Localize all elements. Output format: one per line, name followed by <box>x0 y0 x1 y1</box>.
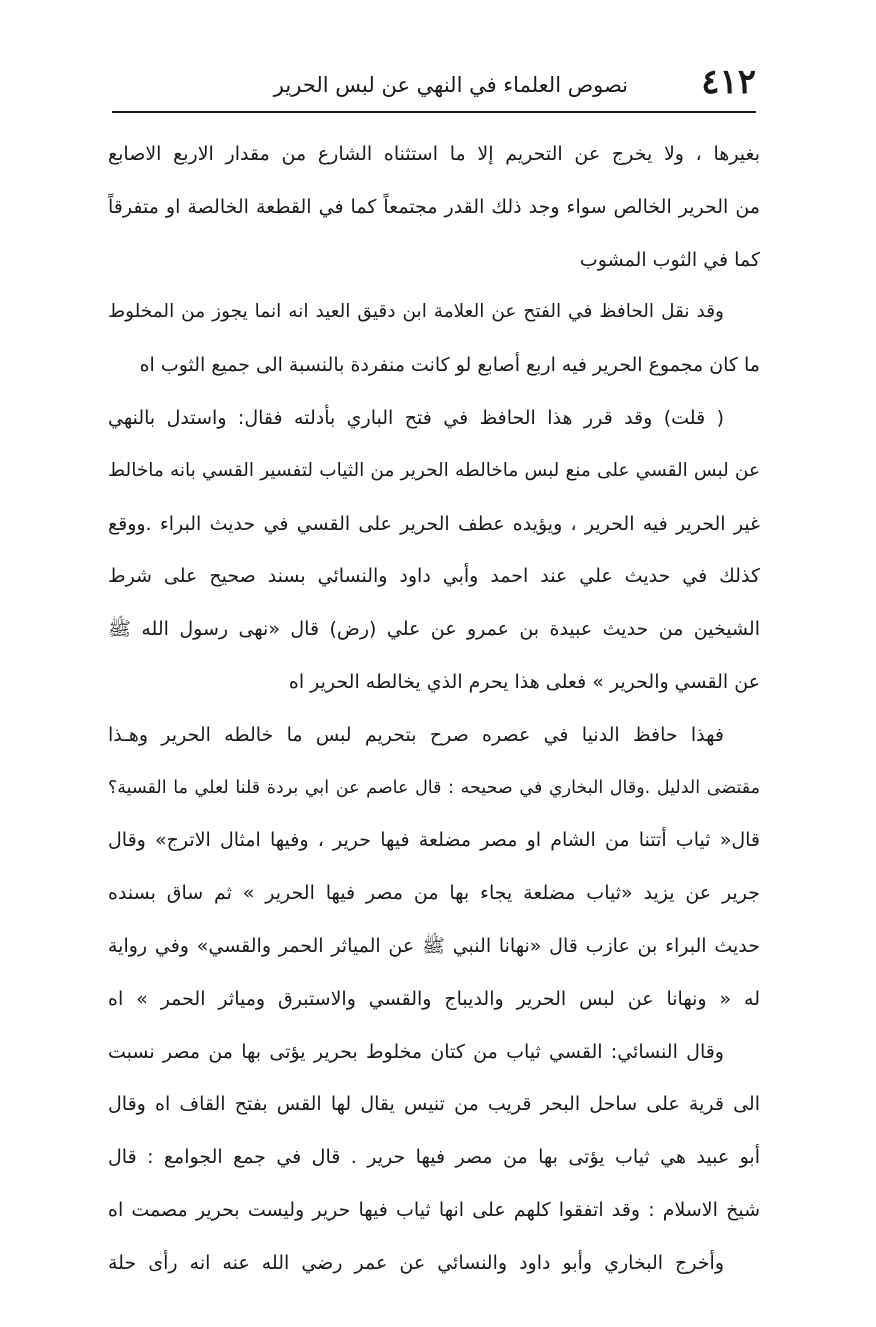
text-line: الشيخين من حديث عبيدة بن عمرو عن علي (رض) قال «نهى رسول الله ﷺ <box>108 618 760 641</box>
text-line: عن لبس القسي على منع لبس ماخالطه الحرير من الثياب لتفسير القسي بانه ماخالط <box>108 459 760 481</box>
page-number: ٤١٢ <box>701 62 756 102</box>
text-line: فهذا حافظ الدنيا في عصره صرح بتحريم لبس ما خالطه الحرير وهـذا <box>108 723 724 746</box>
text-line: وقال النسائي: القسي ثياب من كتان مخلوط بحرير يؤتى بها من مصر نسبت <box>108 1040 724 1063</box>
text-line: له « ونهانا عن لبس الحرير والديباج والقسي والاستبرق ومياثر الحمر » اه <box>108 987 760 1010</box>
header-divider <box>112 111 756 113</box>
text-line: من الحرير الخالص سواء وجد ذلك القدر مجتمعاً كما في القطعة الخالصة او متفرقاً <box>108 195 760 218</box>
text-line: وأخرج البخاري وأبو داود والنسائي عن عمر رضي الله عنه انه رأى حلة <box>108 1251 724 1274</box>
text-line: ما كان مجموع الحرير فيه اربع أصابع لو كانت منفردة بالنسبة الى جميع الثوب اه <box>139 354 760 377</box>
text-line: كما في الثوب المشوب <box>579 248 760 271</box>
text-line: قال« ثياب أتتنا من الشام او مصر مضلعة فيها حرير ، وفيها امثال الاترج» وقال <box>108 829 760 852</box>
running-title: نصوص العلماء في النهي عن لبس الحرير <box>273 73 628 97</box>
text-line: مقتضى الدليل .وقال البخاري في صحيحه : قال عاصم عن ابي بردة قلنا لعلي ما القسية؟ <box>108 777 760 798</box>
text-line: أبو عبيد هي ثياب يؤتى بها من مصر فيها حرير . قال في جمع الجوامع : قال <box>108 1146 760 1169</box>
text-line: وقد نقل الحافظ في الفتح عن العلامة ابن دقيق العيد انه انما يجوز من المخلوط <box>108 301 724 323</box>
text-line: ( قلت) وقد قرر هذا الحافظ في فتح الباري بأدلته فقال: واستدل بالنهي <box>108 406 724 429</box>
text-line: شيخ الاسلام : وقد اتفقوا كلهم على انها ثياب فيها حرير وليست بحرير مصمت اه <box>108 1198 760 1221</box>
text-line: كذلك في حديث علي عند احمد وأبي داود والنسائي بسند صحيح على شرط <box>108 565 760 588</box>
text-line: عن القسي والحرير » فعلى هذا يحرم الذي يخالطه الحرير اه <box>288 670 760 693</box>
text-line: حديث البراء بن عازب قال «نهانا النبي ﷺ عن المياثر الحمر والقسي» وفي رواية <box>108 934 760 957</box>
text-line: جرير عن يزيد «ثياب مضلعة يجاء بها من مصر فيها الحرير » ثم ساق بسنده <box>108 882 760 905</box>
page-header <box>112 62 756 108</box>
text-line: غير الحرير فيه الحرير ، ويؤيده عطف الحرير على القسي في حديث البراء .ووقع <box>108 512 760 535</box>
text-line: بغيرها ، ولا يخرج عن التحريم إلا ما استثناه الشارع من مقدار الاربع الاصابع <box>108 143 760 165</box>
text-line: الى قرية على ساحل البحر قريب من تنيس يقال لها القس بفتح القاف اه وقال <box>108 1093 760 1116</box>
body-text <box>108 128 760 1290</box>
